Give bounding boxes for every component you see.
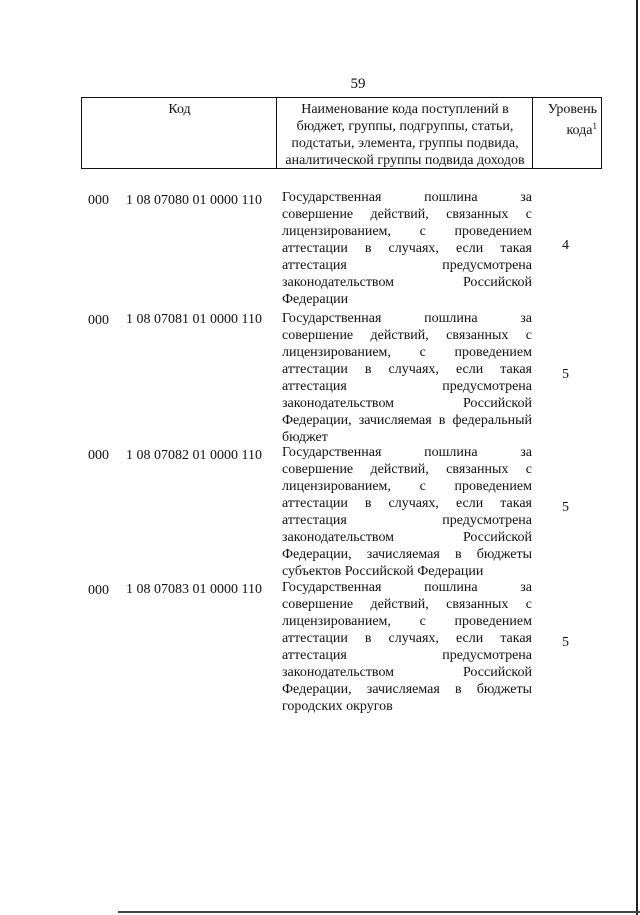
row-name [282,310,532,446]
row-name-line: Государственная пошлина за [282,311,532,326]
header-name-line: аналитической группы подвида доходов [285,153,525,168]
header-level-cell [532,97,602,169]
row-name-line: Государственная пошлина за [282,445,532,460]
row-admin-code: 000 [88,448,109,463]
header-name-line: Наименование кода поступлений в [301,102,509,117]
page-edge-bottom [118,911,640,913]
row-name-line: Федерации, зачисляемая в федеральный [282,413,532,428]
row-name-line: Федерации [282,292,349,307]
row-admin-code: 000 [88,313,109,328]
row-name-line: совершение действий, связанных с [282,328,532,343]
page-number: 59 [350,76,366,92]
row-budget-code: 1 08 07083 01 0000 110 [126,582,262,597]
row-name-line: лицензированием, с проведением [282,345,532,360]
row-name-line: совершение действий, связанных с [282,207,532,222]
header-code-cell [81,97,277,169]
row-name-line: законодательством Российской [282,396,532,411]
row-name-line: аттестация предусмотрена [282,513,532,528]
row-name-line: Государственная пошлина за [282,580,532,595]
row-name-line: лицензированием, с проведением [282,224,532,239]
row-level: 5 [562,635,569,650]
row-name-line: лицензированием, с проведением [282,479,532,494]
row-name-line: Федерации, зачисляемая в бюджеты [282,682,532,697]
row-level: 4 [562,238,569,253]
row-name-line: совершение действий, связанных с [282,597,532,612]
row-budget-code: 1 08 07082 01 0000 110 [126,448,262,463]
header-level-line1: Уровень [547,102,597,117]
row-name-line: совершение действий, связанных с [282,462,532,477]
header-name-line: подстатьи, элемента, группы подвида, [291,136,519,151]
row-name-line: аттестации в случаях, если такая [282,362,532,377]
row-name-line: аттестация предусмотрена [282,379,532,394]
row-name-line: законодательством Российской [282,275,532,290]
row-name-line: аттестация предусмотрена [282,648,532,663]
row-name-line: Государственная пошлина за [282,190,532,205]
row-name-line: аттестации в случаях, если такая [282,241,532,256]
row-level: 5 [562,367,569,382]
header-level-line2 [533,118,597,139]
header-name-cell [276,97,533,169]
row-name-line: городских округов [282,699,393,714]
row-name-line: законодательством Российской [282,530,532,545]
row-name-line: аттестация предусмотрена [282,258,532,273]
row-name [282,579,532,715]
row-name-line: законодательством Российской [282,665,532,680]
row-name-line: лицензированием, с проведением [282,614,532,629]
header-code-label: Код [168,102,191,117]
row-name [282,444,532,580]
row-budget-code: 1 08 07081 01 0000 110 [126,312,262,327]
page-edge-right [636,0,638,915]
row-name-line: аттестации в случаях, если такая [282,631,532,646]
header-level-footnote: 1 [592,121,597,131]
row-name-line: субъектов Российской Федерации [282,564,484,579]
header-name-line: бюджет, группы, подгруппы, статьи, [296,119,514,134]
row-name-line: Федерации, зачисляемая в бюджеты [282,547,532,562]
row-name-line: бюджет [282,430,328,445]
row-name [282,189,532,308]
row-level: 5 [562,500,569,515]
row-admin-code: 000 [88,583,109,598]
header-level-label: кода [566,123,593,138]
row-name-line: аттестации в случаях, если такая [282,496,532,511]
row-admin-code: 000 [88,193,109,208]
row-budget-code: 1 08 07080 01 0000 110 [126,193,262,208]
